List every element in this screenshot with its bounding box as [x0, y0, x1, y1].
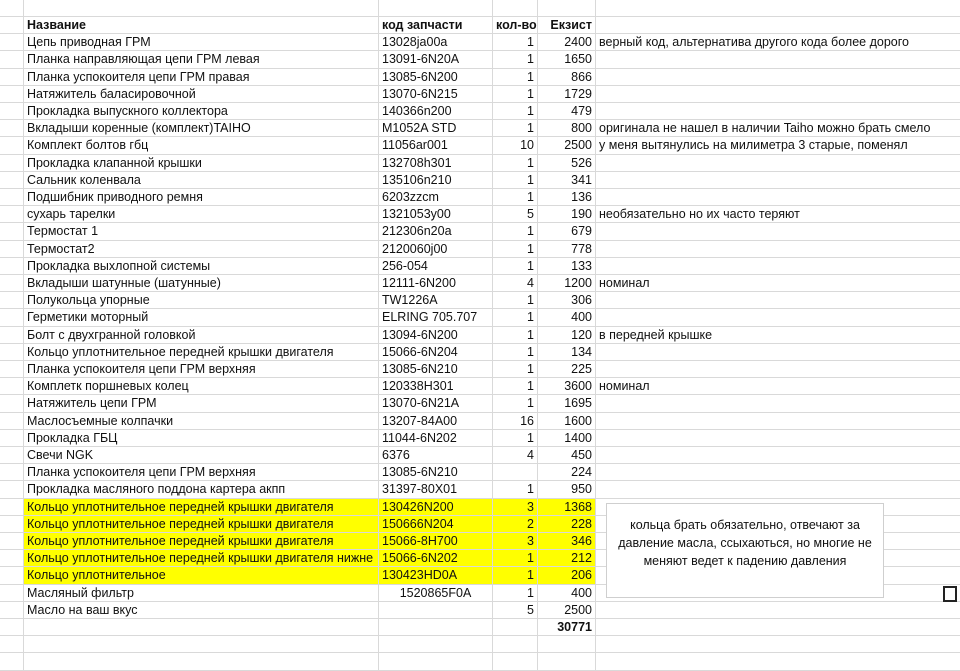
cell-empty[interactable]: [596, 619, 960, 635]
cell-qty[interactable]: 1: [493, 155, 538, 171]
cell-qty[interactable]: 1: [493, 120, 538, 136]
cell-name[interactable]: Планка успокоителя цепи ГРМ верхняя: [24, 464, 379, 480]
cell-code[interactable]: 15066-8H700: [379, 533, 493, 549]
cell-name[interactable]: Натяжитель баласировочной: [24, 86, 379, 102]
cell-note[interactable]: в передней крышке: [599, 327, 713, 342]
cell-name[interactable]: Прокладка масляного поддона картера акпп: [24, 481, 379, 497]
cell-name[interactable]: Герметики моторный: [24, 309, 379, 325]
cell-note[interactable]: [596, 464, 960, 480]
cell-empty[interactable]: [538, 636, 596, 652]
cell-note[interactable]: [596, 361, 960, 377]
cell-qty[interactable]: 16: [493, 413, 538, 429]
cell-empty[interactable]: [538, 653, 596, 669]
cell-note[interactable]: [596, 309, 960, 325]
row-gutter: [0, 413, 24, 429]
cell-qty[interactable]: 1: [493, 567, 538, 583]
cell-price[interactable]: 400: [538, 309, 596, 325]
cell-code[interactable]: 150666N204: [379, 516, 493, 532]
cell-qty[interactable]: 1: [493, 172, 538, 188]
cell-name[interactable]: Кольцо уплотнительное передней крышки двигателя: [24, 499, 379, 515]
cell-note[interactable]: [596, 103, 960, 119]
table-row: [0, 395, 960, 412]
cell-code[interactable]: [379, 602, 493, 618]
table-row: [0, 241, 960, 258]
table-row: [0, 378, 960, 395]
cell-price[interactable]: 1695: [538, 395, 596, 411]
cell-name[interactable]: Комплетк поршневых колец: [24, 378, 379, 394]
empty-row: [0, 0, 960, 17]
cell-name[interactable]: Масляный фильтр: [24, 585, 379, 601]
cell-price[interactable]: 190: [538, 206, 596, 222]
cell-note[interactable]: [596, 602, 960, 618]
cell-empty: [0, 0, 24, 16]
cell-price[interactable]: 3600: [538, 378, 596, 394]
table-row: [0, 69, 960, 86]
cell-qty[interactable]: 1: [493, 69, 538, 85]
header-price[interactable]: Екзист: [538, 17, 596, 33]
cell-qty[interactable]: 1: [493, 550, 538, 566]
cell-note[interactable]: оригинала не нашел в наличии Taiho можно брать смело: [599, 121, 931, 136]
cell-qty[interactable]: 10: [493, 137, 538, 153]
cell-empty[interactable]: [24, 619, 379, 635]
cell-price[interactable]: 133: [538, 258, 596, 274]
cell-note[interactable]: [596, 241, 960, 257]
row-gutter: [0, 34, 24, 50]
cell-price[interactable]: 950: [538, 481, 596, 497]
table-row: [0, 34, 960, 51]
cell-empty[interactable]: [24, 636, 379, 652]
cell-name[interactable]: Цепь приводная ГРМ: [24, 34, 379, 50]
cell-code[interactable]: 120338H301: [379, 378, 493, 394]
table-row: [0, 292, 960, 309]
table-row: [0, 327, 960, 344]
cell-qty[interactable]: 1: [493, 378, 538, 394]
cell-empty[interactable]: [596, 653, 960, 669]
cell-price[interactable]: 479: [538, 103, 596, 119]
cell-code[interactable]: 13070-6N21A: [379, 395, 493, 411]
table-row: [0, 481, 960, 498]
cell-code[interactable]: 13028ja00a: [379, 34, 493, 50]
cell-price[interactable]: 346: [538, 533, 596, 549]
cell-code[interactable]: 31397-80X01: [379, 481, 493, 497]
row-gutter: [0, 103, 24, 119]
cell-qty[interactable]: 1: [493, 86, 538, 102]
row-gutter: [0, 189, 24, 205]
cell-qty[interactable]: 1: [493, 223, 538, 239]
cell-code[interactable]: 135106n210: [379, 172, 493, 188]
cell-code[interactable]: 6203zzcm: [379, 189, 493, 205]
cell-code[interactable]: 11044-6N202: [379, 430, 493, 446]
cell-qty[interactable]: 4: [493, 447, 538, 463]
cell-note[interactable]: [596, 344, 960, 360]
cell-note[interactable]: [596, 447, 960, 463]
cell-note[interactable]: [596, 292, 960, 308]
cell-note[interactable]: номинал: [599, 276, 650, 290]
cell-price[interactable]: 2400: [538, 34, 596, 50]
cell-qty[interactable]: 2: [493, 516, 538, 532]
row-gutter: [0, 533, 24, 549]
cell-name[interactable]: Кольцо уплотнительное: [24, 567, 379, 583]
cell-code[interactable]: 140366n200: [379, 103, 493, 119]
cell-name[interactable]: Кольцо уплотнительное передней крышки двигателя: [24, 516, 379, 532]
cell-price[interactable]: 2500: [538, 602, 596, 618]
table-row: [0, 155, 960, 172]
cell-empty[interactable]: [24, 653, 379, 669]
table-row: [0, 51, 960, 68]
cell-empty[interactable]: [24, 0, 379, 16]
textbox-resize-handle[interactable]: [943, 586, 957, 602]
row-gutter: [0, 206, 24, 222]
cell-name[interactable]: Масло на ваш вкус: [24, 602, 379, 618]
cell-name[interactable]: Термостат 1: [24, 223, 379, 239]
cell-code[interactable]: TW1226A: [379, 292, 493, 308]
cell-price[interactable]: 228: [538, 516, 596, 532]
cell-code[interactable]: 15066-6N202: [379, 550, 493, 566]
cell-name[interactable]: Вкладыши коренные (комплект)TAIHO: [24, 120, 379, 136]
cell-name[interactable]: Прокладка клапанной крышки: [24, 155, 379, 171]
cell-note[interactable]: [596, 223, 960, 239]
cell-name[interactable]: Вкладыши шатунные (шатунные): [24, 275, 379, 291]
cell-empty[interactable]: [379, 636, 493, 652]
cell-price[interactable]: 1368: [538, 499, 596, 515]
table-row: [0, 275, 960, 292]
cell-empty[interactable]: [493, 619, 538, 635]
cell-empty[interactable]: [493, 0, 538, 16]
cell-qty[interactable]: 1: [493, 51, 538, 67]
cell-price[interactable]: 1729: [538, 86, 596, 102]
cell-name[interactable]: Сальник коленвала: [24, 172, 379, 188]
table-row: [0, 309, 960, 326]
table-row: [0, 258, 960, 275]
cell-note[interactable]: необязательно но их часто теряют: [599, 207, 800, 222]
cell-code[interactable]: 13094-6N200: [379, 327, 493, 343]
row-gutter: [0, 223, 24, 239]
row-gutter: [0, 499, 24, 515]
total-cell[interactable]: 30771: [538, 619, 596, 635]
table-row: [0, 447, 960, 464]
cell-qty[interactable]: 3: [493, 533, 538, 549]
cell-code[interactable]: 212306n20a: [379, 223, 493, 239]
row-gutter: [0, 17, 24, 33]
row-gutter: [0, 550, 24, 566]
row-gutter: [0, 155, 24, 171]
cell-qty[interactable]: 1: [493, 309, 538, 325]
table-row: [0, 206, 960, 223]
table-row: [0, 189, 960, 206]
cell-name[interactable]: Планка успокоителя цепи ГРМ правая: [24, 69, 379, 85]
empty-row: [0, 653, 960, 670]
cell-code[interactable]: 256-054: [379, 258, 493, 274]
comment-line: кольца брать обязательно, отвечают за: [630, 518, 860, 532]
cell-empty[interactable]: [493, 636, 538, 652]
cell-qty[interactable]: 5: [493, 206, 538, 222]
cell-qty[interactable]: 1: [493, 327, 538, 343]
cell-qty[interactable]: 1: [493, 103, 538, 119]
cell-note[interactable]: [596, 155, 960, 171]
cell-note[interactable]: [596, 413, 960, 429]
row-gutter: [0, 275, 24, 291]
cell-name[interactable]: Кольцо уплотнительное передней крышки двигателя нижне: [24, 550, 379, 566]
cell-price[interactable]: 450: [538, 447, 596, 463]
cell-name[interactable]: сухарь тарелки: [24, 206, 379, 222]
cell-qty[interactable]: 5: [493, 602, 538, 618]
cell-empty[interactable]: [596, 0, 960, 16]
row-gutter: [0, 120, 24, 136]
row-gutter: [0, 327, 24, 343]
cell-empty[interactable]: [596, 636, 960, 652]
cell-name[interactable]: Кольцо уплотнительное передней крышки двигателя: [24, 344, 379, 360]
row-gutter: [0, 361, 24, 377]
cell-code[interactable]: 13085-6N200: [379, 69, 493, 85]
cell-note[interactable]: [596, 189, 960, 205]
cell-code[interactable]: 13207-84A00: [379, 413, 493, 429]
cell-price[interactable]: 224: [538, 464, 596, 480]
cell-price[interactable]: 120: [538, 327, 596, 343]
row-gutter: [0, 172, 24, 188]
table-row: [0, 602, 960, 619]
row-gutter: [0, 602, 24, 618]
cell-code[interactable]: 1520865F0A: [379, 585, 493, 601]
cell-name[interactable]: Комплект болтов гбц: [24, 137, 379, 153]
cell-code[interactable]: 12111-6N200: [379, 275, 493, 291]
cell-name[interactable]: Кольцо уплотнительное передней крышки двигателя: [24, 533, 379, 549]
cell-price[interactable]: 1600: [538, 413, 596, 429]
table-row: [0, 223, 960, 240]
cell-name[interactable]: Маслосъемные колпачки: [24, 413, 379, 429]
cell-price[interactable]: 136: [538, 189, 596, 205]
cell-name[interactable]: Термостат2: [24, 241, 379, 257]
cell-note[interactable]: [596, 395, 960, 411]
row-gutter: [0, 137, 24, 153]
cell-price[interactable]: 212: [538, 550, 596, 566]
cell-note[interactable]: номинал: [599, 379, 650, 394]
cell-empty: [0, 653, 24, 669]
cell-price[interactable]: 526: [538, 155, 596, 171]
cell-note[interactable]: у меня вытянулись на милиметра 3 старые, поменял: [599, 138, 908, 153]
cell-empty[interactable]: [379, 619, 493, 635]
comment-textbox[interactable]: [606, 503, 884, 598]
cell-note[interactable]: [596, 51, 960, 67]
comment-line: давление масла, ссыхаються, но многие не: [618, 536, 872, 550]
header-qty[interactable]: кол-во: [493, 17, 538, 33]
total-row: [0, 619, 960, 636]
cell-qty[interactable]: 1: [493, 430, 538, 446]
cell-code[interactable]: 6376: [379, 447, 493, 463]
cell-name[interactable]: Планка направляющая цепи ГРМ левая: [24, 51, 379, 67]
row-gutter: [0, 51, 24, 67]
cell-code[interactable]: 130426N200: [379, 499, 493, 515]
row-gutter: [0, 516, 24, 532]
cell-qty[interactable]: 1: [493, 395, 538, 411]
cell-note[interactable]: верный код, альтернатива другого кода более дорого: [599, 35, 909, 50]
cell-qty[interactable]: 1: [493, 292, 538, 308]
cell-name[interactable]: Болт с двухгранной головкой: [24, 327, 379, 343]
cell-price[interactable]: 341: [538, 172, 596, 188]
row-gutter: [0, 430, 24, 446]
row-gutter: [0, 395, 24, 411]
cell-code[interactable]: M1052A STD: [379, 120, 493, 136]
cell-name[interactable]: Свечи NGK: [24, 447, 379, 463]
cell-qty[interactable]: 1: [493, 361, 538, 377]
cell-qty[interactable]: 1: [493, 241, 538, 257]
cell-qty[interactable]: 1: [493, 481, 538, 497]
cell-qty[interactable]: 1: [493, 34, 538, 50]
cell-price[interactable]: 306: [538, 292, 596, 308]
cell-code[interactable]: 1321053y00: [379, 206, 493, 222]
cell-price[interactable]: 778: [538, 241, 596, 257]
cell-name[interactable]: Подшибник приводного ремня: [24, 189, 379, 205]
cell-price[interactable]: 1200: [538, 275, 596, 291]
table-row: [0, 137, 960, 154]
cell-name[interactable]: Прокладка выпускного коллектора: [24, 103, 379, 119]
row-gutter: [0, 481, 24, 497]
cell-note[interactable]: [596, 430, 960, 446]
cell-qty[interactable]: [493, 464, 538, 480]
cell-price[interactable]: 225: [538, 361, 596, 377]
cell-price[interactable]: 2500: [538, 137, 596, 153]
cell-note[interactable]: [596, 258, 960, 274]
cell-name[interactable]: Полукольца упорные: [24, 292, 379, 308]
cell-qty[interactable]: 4: [493, 275, 538, 291]
table-row: [0, 361, 960, 378]
cell-price[interactable]: 679: [538, 223, 596, 239]
cell-code[interactable]: 13070-6N215: [379, 86, 493, 102]
cell-empty[interactable]: [379, 0, 493, 16]
cell-note[interactable]: [596, 86, 960, 102]
table-row: [0, 430, 960, 447]
cell-empty[interactable]: [379, 653, 493, 669]
cell-code[interactable]: 130423HD0A: [379, 567, 493, 583]
header-row: [0, 17, 960, 34]
cell-name[interactable]: Натяжитель цепи ГРМ: [24, 395, 379, 411]
cell-price[interactable]: 800: [538, 120, 596, 136]
row-gutter: [0, 292, 24, 308]
row-gutter: [0, 464, 24, 480]
table-row: [0, 103, 960, 120]
row-gutter: [0, 86, 24, 102]
comment-line: меняют ведет к падению давления: [643, 554, 847, 568]
row-gutter: [0, 309, 24, 325]
cell-qty[interactable]: 1: [493, 189, 538, 205]
cell-price[interactable]: 866: [538, 69, 596, 85]
cell-name[interactable]: Прокладка выхлопной системы: [24, 258, 379, 274]
cell-empty[interactable]: [493, 653, 538, 669]
empty-row: [0, 636, 960, 653]
row-gutter: [0, 619, 24, 635]
cell-empty: [0, 636, 24, 652]
header-note[interactable]: [596, 17, 960, 33]
row-gutter: [0, 447, 24, 463]
row-gutter: [0, 585, 24, 601]
cell-qty[interactable]: 3: [493, 499, 538, 515]
cell-price[interactable]: 134: [538, 344, 596, 360]
cell-code[interactable]: 132708h301: [379, 155, 493, 171]
table-row: [0, 464, 960, 481]
row-gutter: [0, 241, 24, 257]
cell-qty[interactable]: 1: [493, 585, 538, 601]
table-row: [0, 344, 960, 361]
cell-price[interactable]: 400: [538, 585, 596, 601]
header-code[interactable]: код запчасти: [379, 17, 493, 33]
cell-note[interactable]: [596, 69, 960, 85]
table-row: [0, 86, 960, 103]
cell-code[interactable]: 15066-6N204: [379, 344, 493, 360]
row-gutter: [0, 344, 24, 360]
cell-code[interactable]: 2120060j00: [379, 241, 493, 257]
cell-code[interactable]: 13091-6N20A: [379, 51, 493, 67]
row-gutter: [0, 258, 24, 274]
cell-note[interactable]: [596, 172, 960, 188]
cell-empty[interactable]: [538, 0, 596, 16]
table-row: [0, 413, 960, 430]
cell-code[interactable]: 13085-6N210: [379, 464, 493, 480]
row-gutter: [0, 567, 24, 583]
header-name[interactable]: Название: [24, 17, 379, 33]
cell-qty[interactable]: 1: [493, 258, 538, 274]
cell-price[interactable]: 1650: [538, 51, 596, 67]
cell-price[interactable]: 1400: [538, 430, 596, 446]
cell-code[interactable]: 11056ar001: [379, 137, 493, 153]
cell-price[interactable]: 206: [538, 567, 596, 583]
cell-code[interactable]: ELRING 705.707: [379, 309, 493, 325]
cell-qty[interactable]: 1: [493, 344, 538, 360]
table-row: [0, 172, 960, 189]
cell-code[interactable]: 13085-6N210: [379, 361, 493, 377]
table-row: [0, 120, 960, 137]
cell-note[interactable]: [596, 481, 960, 497]
cell-name[interactable]: Планка успокоителя цепи ГРМ верхняя: [24, 361, 379, 377]
cell-name[interactable]: Прокладка ГБЦ: [24, 430, 379, 446]
row-gutter: [0, 378, 24, 394]
row-gutter: [0, 69, 24, 85]
